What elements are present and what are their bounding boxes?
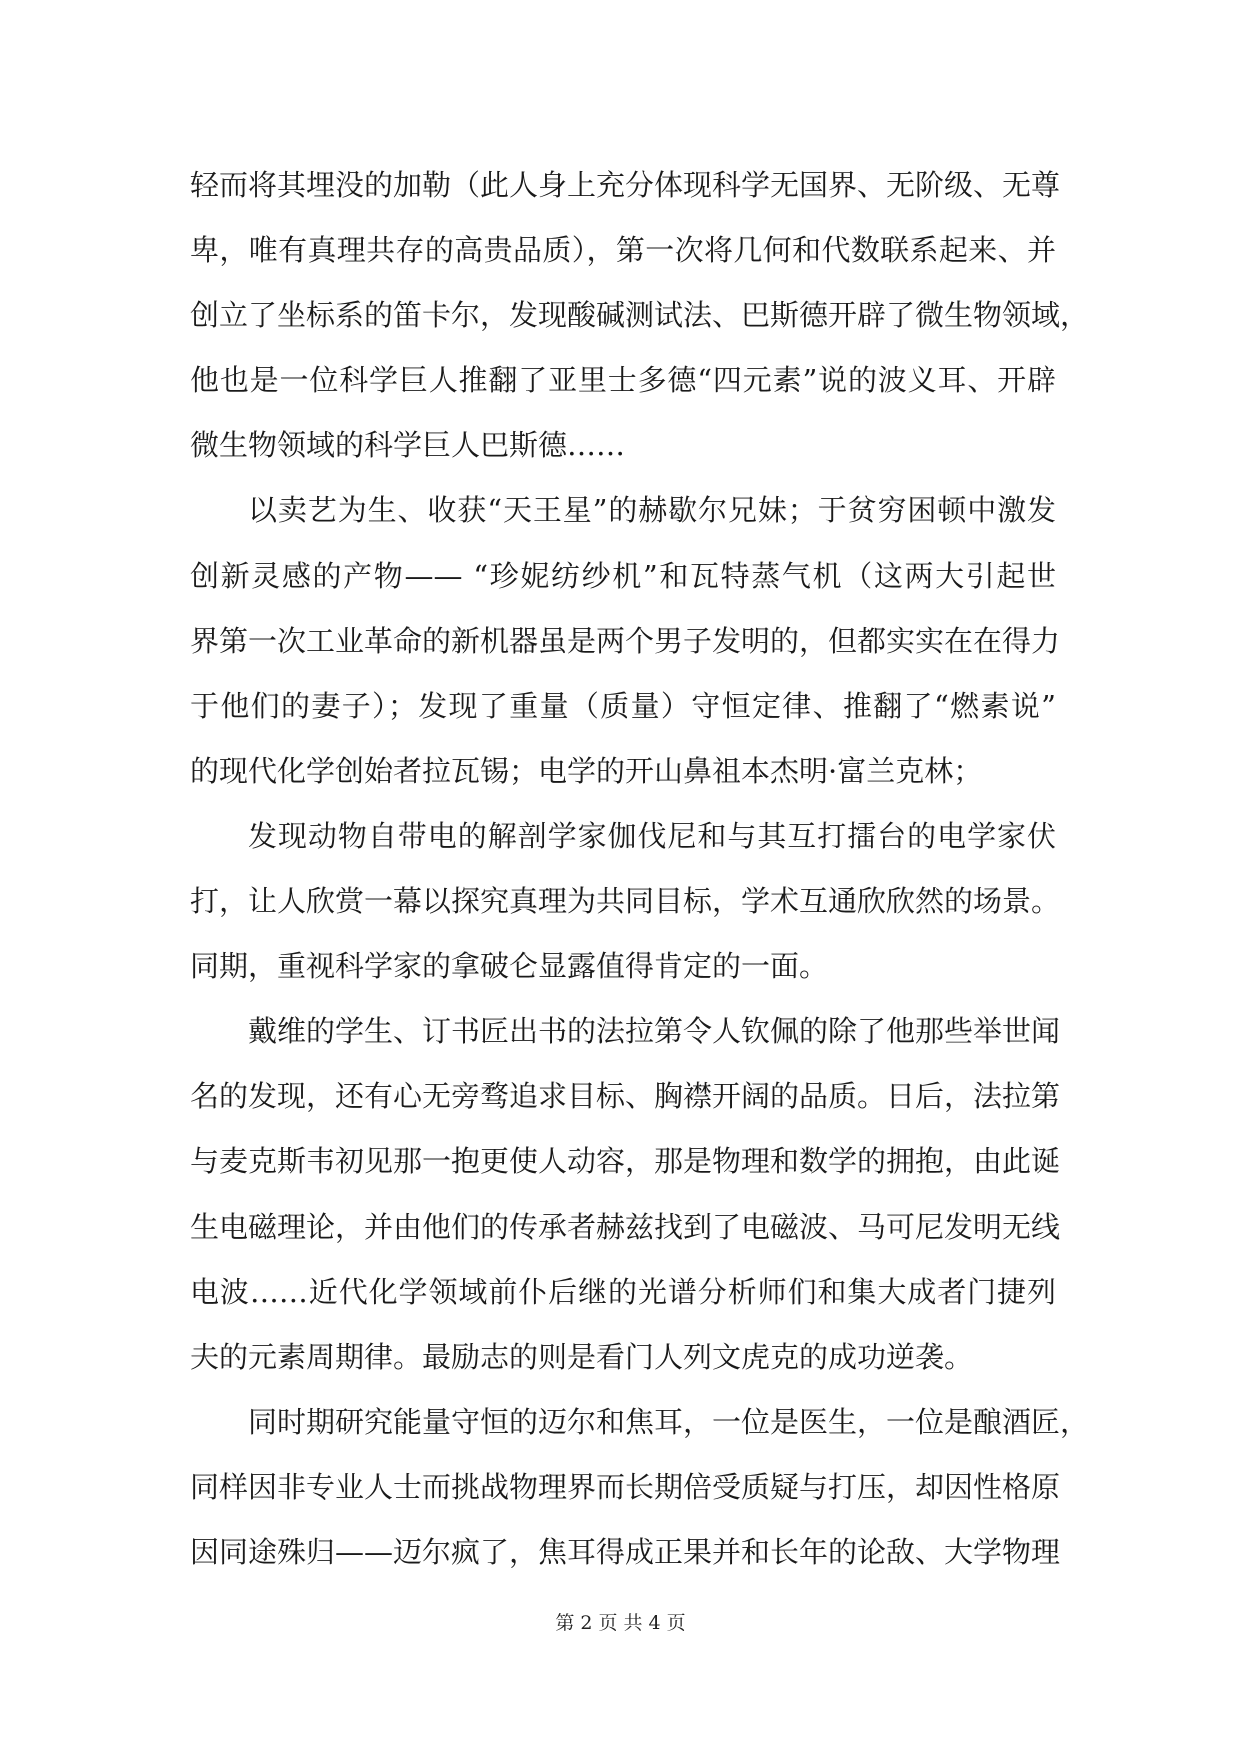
text-line: 以卖艺为生、收获“天王星”的赫歇尔兄妹；于贫穷困顿中激发 [248, 493, 1056, 528]
text-line: 戴维的学生、订书匠出书的法拉第令人钦佩的除了他那些举世闻 [248, 1014, 1061, 1049]
page-footer: 第 2 页 共 4 页 [555, 1612, 686, 1634]
text-line: 创新灵感的产物—— “珍妮纺纱机”和瓦特蒸气机（这两大引起世 [190, 558, 1056, 593]
text-line: 夫的元素周期律。最励志的则是看门人列文虎克的成功逆袭。 [190, 1339, 974, 1374]
text-line: 同样因非专业人士而挑战物理界而长期倍受质疑与打压，却因性格原 [190, 1469, 1061, 1504]
text-line: 发现动物自带电的解剖学家伽伐尼和与其互打擂台的电学家伏 [248, 818, 1056, 853]
document-body [190, 153, 1090, 1585]
text-line: 轻而将其埋没的加勒（此人身上充分体现科学无国界、无阶级、无尊 [190, 168, 1061, 202]
text-line: 名的发现，还有心无旁骛追求目标、胸襟开阔的品质。日后，法拉第 [190, 1079, 1061, 1114]
text-line: 创立了坐标系的笛卡尔，发现酸碱测试法、巴斯德开辟了微生物领域， [190, 298, 1090, 333]
text-line: 同时期研究能量守恒的迈尔和焦耳，一位是医生，一位是酿酒匠， [248, 1404, 1090, 1439]
text-line: 卑，唯有真理共存的高贵品质），第一次将几何和代数联系起来、并 [190, 233, 1056, 268]
text-line: 因同途殊归——迈尔疯了，焦耳得成正果并和长年的论敌、大学物理 [190, 1534, 1061, 1569]
text-line: 他也是一位科学巨人推翻了亚里士多德“四元素”说的波义耳、开辟 [190, 363, 1056, 398]
text-line: 生电磁理论，并由他们的传承者赫兹找到了电磁波、马可尼发明无线 [190, 1209, 1061, 1244]
text-line: 与麦克斯韦初见那一抱更使人动容，那是物理和数学的拥抱，由此诞 [190, 1144, 1061, 1179]
text-line: 电波……近代化学领域前仆后继的光谱分析师们和集大成者门捷列 [190, 1274, 1056, 1309]
text-line: 同期，重视科学家的拿破仑显露值得肯定的一面。 [190, 949, 829, 984]
text-line: 于他们的妻子）；发现了重量（质量）守恒定律、推翻了“燃素说” [190, 688, 1056, 723]
text-line: 的现代化学创始者拉瓦锡；电学的开山鼻祖本杰明·富兰克林； [190, 753, 983, 788]
text-line: 打，让人欣赏一幕以探究真理为共同目标，学术互通欣欣然的场景。 [190, 884, 1061, 919]
text-line: 微生物领域的科学巨人巴斯德…… [190, 428, 626, 463]
text-line: 界第一次工业革命的新机器虽是两个男子发明的，但都实实在在得力 [190, 623, 1061, 658]
